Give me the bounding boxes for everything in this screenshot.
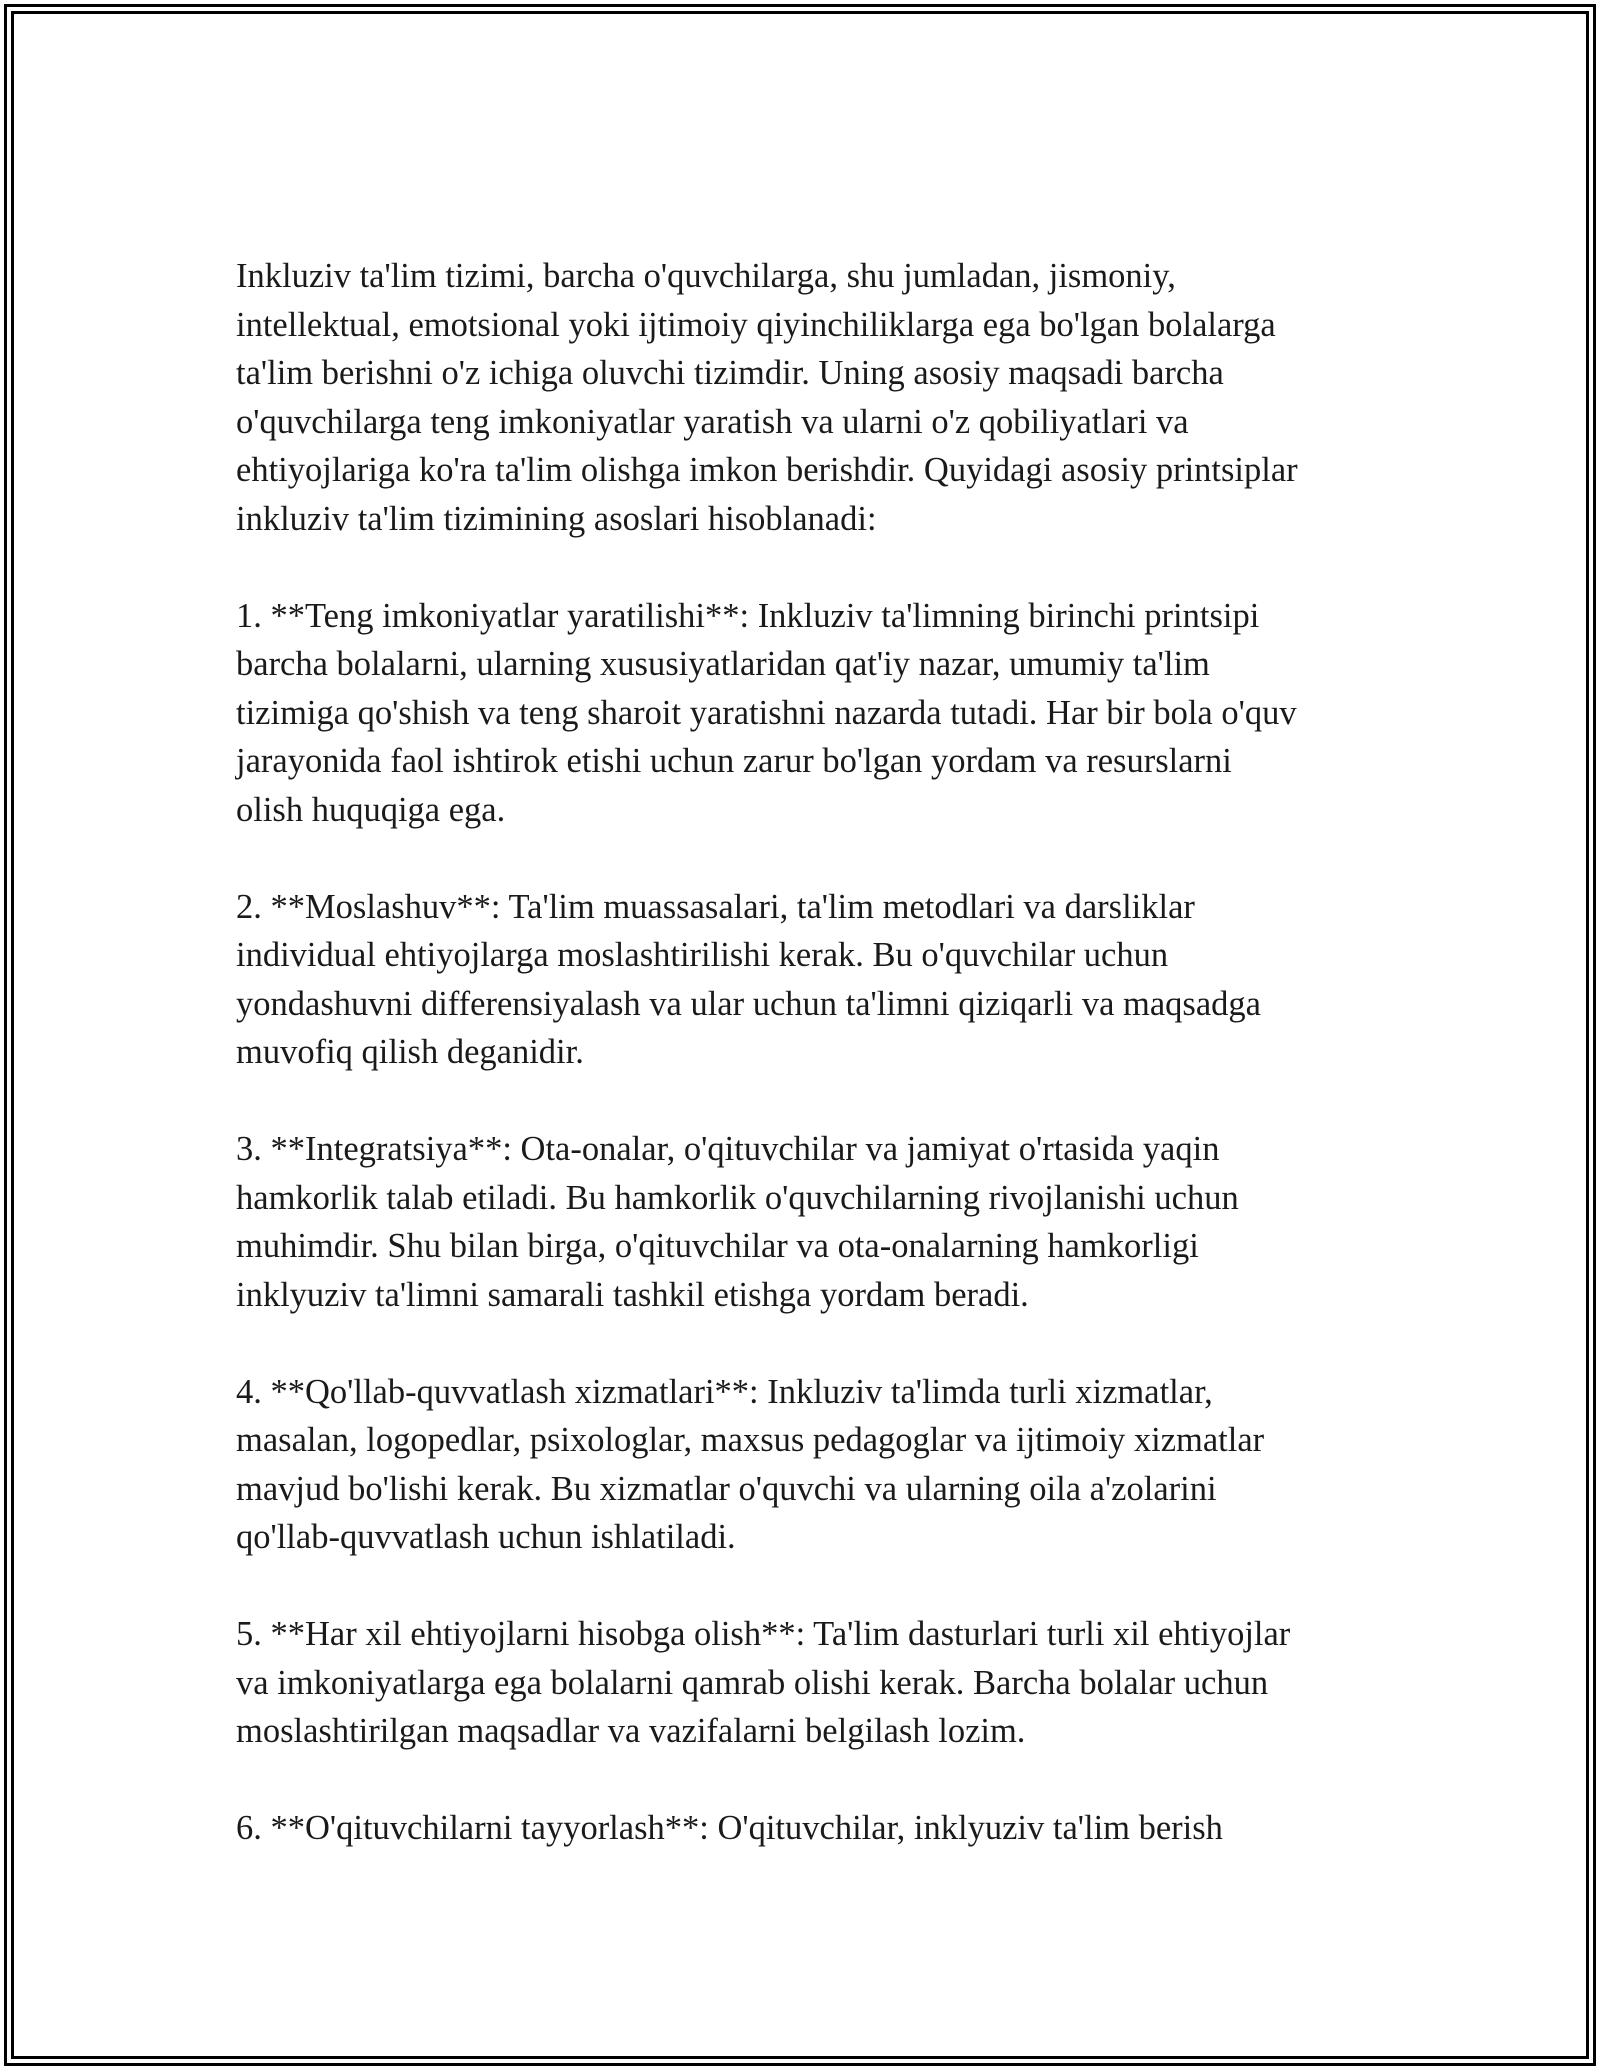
- text-line: jarayonida faol ishtirok etishi uchun zarur bo'lgan yordam va resurslarni: [236, 742, 1232, 780]
- text-line: Inkluziv ta'lim tizimi, barcha o'quvchilarga, shu jumladan, jismoniy,: [236, 257, 1176, 295]
- intro-paragraph: [236, 252, 1396, 543]
- document-body: [236, 252, 1396, 1901]
- text-line: 2. **Moslashuv**: Ta'lim muassasalari, ta'lim metodlari va darsliklar: [236, 887, 1195, 926]
- text-line: 4. **Qo'llab-quvvatlash xizmatlari**: Inkluziv ta'limda turli xizmatlar,: [236, 1372, 1213, 1411]
- text-line: barcha bolalarni, ularning xususiyatlaridan qat'iy nazar, umumiy ta'lim: [236, 645, 1210, 683]
- text-line: 3. **Integratsiya**: Ota-onalar, o'qituvchilar va jamiyat o'rtasida yaqin: [236, 1130, 1220, 1168]
- list-item-2-paragraph: [236, 883, 1396, 1077]
- text-line: muhimdir. Shu bilan birga, o'qituvchilar va ota-onalarning hamkorligi: [236, 1227, 1199, 1265]
- text-line: 6. **O'qituvchilarni tayyorlash**: O'qituvchilar, inklyuziv ta'lim berish: [236, 1809, 1223, 1847]
- text-line: 1. **Teng imkoniyatlar yaratilishi**: Inkluziv ta'limning birinchi printsipi: [236, 596, 1260, 635]
- list-item-1-paragraph: [236, 592, 1396, 835]
- text-line: qo'llab-quvvatlash uchun ishlatiladi.: [236, 1518, 736, 1556]
- text-line: olish huquqiga ega.: [236, 790, 506, 829]
- list-item-5-paragraph: [236, 1610, 1396, 1756]
- text-line: tizimiga qo'shish va teng sharoit yaratishni nazarda tutadi. Har bir bola o'quv: [236, 693, 1297, 732]
- text-line: intellektual, emotsional yoki ijtimoiy qiyinchiliklarga ega bo'lgan bolalarga: [236, 305, 1276, 344]
- list-item-6-paragraph: [236, 1804, 1396, 1853]
- text-line: o'quvchilarga teng imkoniyatlar yaratish va ularni o'z qobiliyatlari va: [236, 402, 1189, 441]
- list-item-3-paragraph: [236, 1125, 1396, 1319]
- text-line: moslashtirilgan maqsadlar va vazifalarni belgilash lozim.: [236, 1712, 1026, 1750]
- text-line: va imkoniyatlarga ega bolalarni qamrab olishi kerak. Barcha bolalar uchun: [236, 1663, 1269, 1702]
- text-line: yondashuvni differensiyalash va ular uchun ta'limni qiziqarli va maqsadga: [236, 984, 1261, 1023]
- text-line: ehtiyojlariga ko'ra ta'lim olishga imkon berishdir. Quyidagi asosiy printsiplar: [236, 451, 1298, 489]
- text-line: ta'lim berishni o'z ichiga oluvchi tizimdir. Uning asosiy maqsadi barcha: [236, 354, 1224, 392]
- text-line: 5. **Har xil ehtiyojlarni hisobga olish**: Ta'lim dasturlari turli xil ehtiyojlar: [236, 1615, 1291, 1653]
- text-line: muvofiq qilish deganidir.: [236, 1033, 584, 1071]
- text-line: inkluziv ta'lim tizimining asoslari hisoblanadi:: [236, 499, 877, 538]
- text-line: hamkorlik talab etiladi. Bu hamkorlik o'quvchilarning rivojlanishi uchun: [236, 1178, 1239, 1217]
- text-line: mavjud bo'lishi kerak. Bu xizmatlar o'quvchi va ularning oila a'zolarini: [236, 1469, 1217, 1508]
- text-line: individual ehtiyojlarga moslashtirilishi kerak. Bu o'quvchilar uchun: [236, 936, 1169, 974]
- list-item-4-paragraph: [236, 1368, 1396, 1562]
- text-line: inklyuziv ta'limni samarali tashkil etishga yordam beradi.: [236, 1275, 1029, 1314]
- text-line: masalan, logopedlar, psixologlar, maxsus pedagoglar va ijtimoiy xizmatlar: [236, 1421, 1265, 1459]
